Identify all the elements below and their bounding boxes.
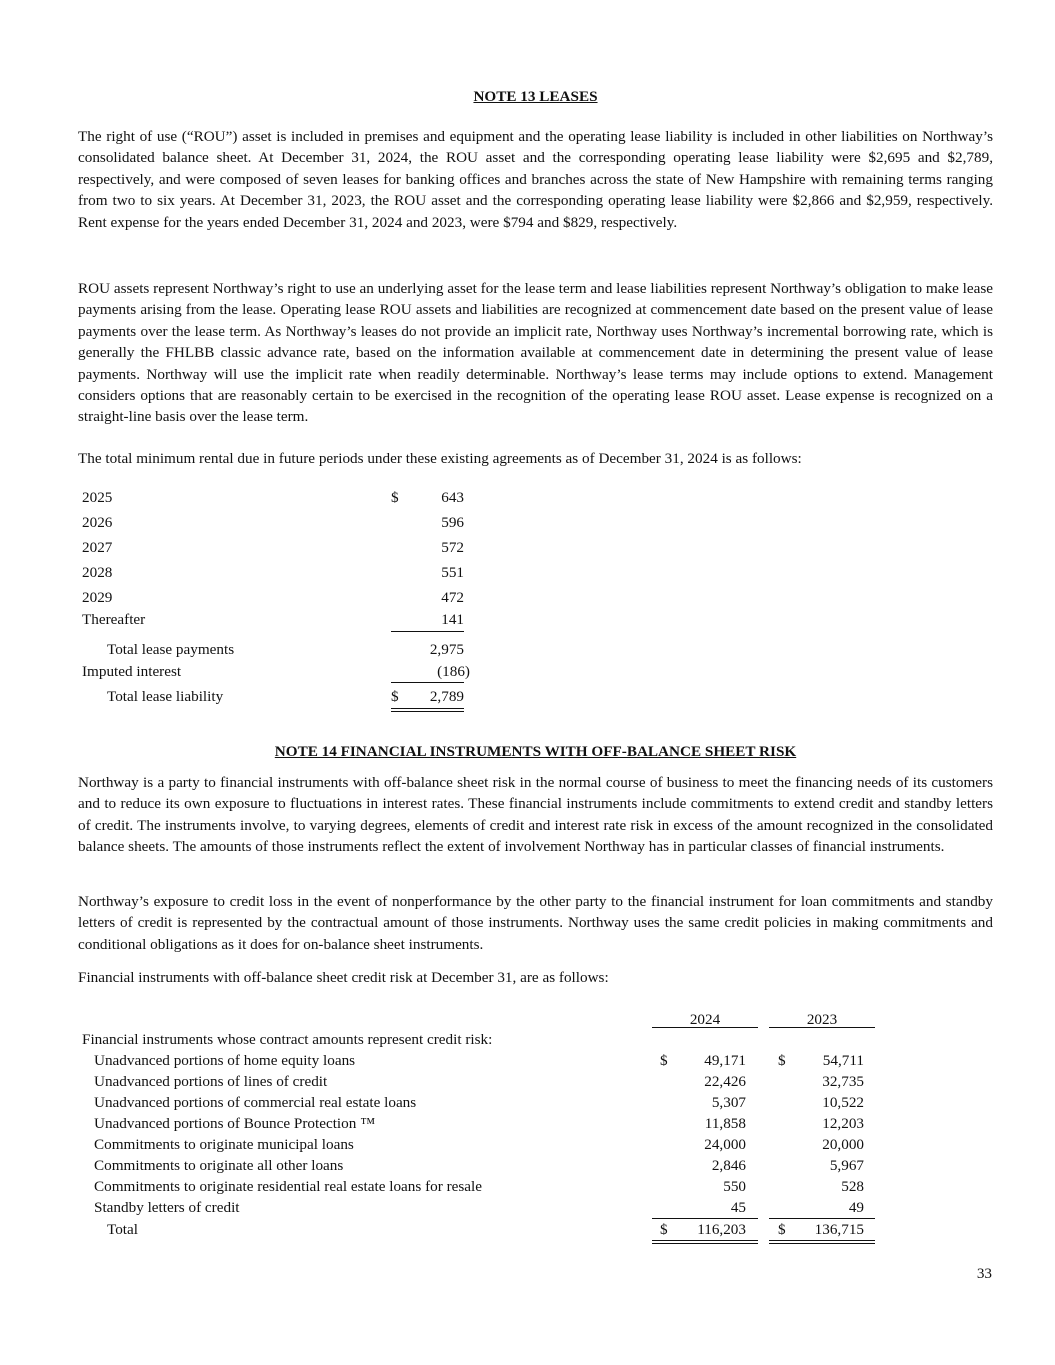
fi-row-label: Unadvanced portions of commercial real estate loans [94,1094,417,1111]
fi-row-value-2023: 32,735 [822,1073,864,1090]
fi-row-label: Commitments to originate municipal loans [94,1136,354,1153]
fi-row-value-2023: 20,000 [822,1136,864,1153]
fi-total-label: Total [107,1221,138,1238]
fi-row-value-2023: 10,522 [822,1094,864,1111]
lease-row-label: 2029 [82,589,113,606]
subtotal-rule [391,682,464,683]
total-double-rule-2024 [652,1240,758,1244]
lease-row-value: 643 [441,489,464,506]
lease-row-value: 596 [441,514,464,531]
column-header-rule-2023 [769,1027,875,1028]
fi-row-label: Commitments to originate all other loans [94,1157,344,1174]
fi-row-value-2024: 5,307 [711,1094,746,1111]
page-number: 33 [976,1265,992,1282]
total-double-rule [391,708,464,712]
lease-row-label: Thereafter [82,611,146,628]
fi-row-label: Unadvanced portions of Bounce Protection ™ [94,1115,376,1132]
fi-total-value-2024: 116,203 [697,1221,746,1238]
lease-row-value: 551 [441,564,464,581]
lease-row-currency: $ [391,688,399,705]
fi-row-value-2024: 550 [723,1178,746,1195]
column-header-2023: 2023 [806,1011,838,1028]
lease-row-value: 572 [441,539,464,556]
fi-row-value-2024: 24,000 [704,1136,746,1153]
lease-row-value: 2,789 [429,688,464,705]
column-header-2024: 2024 [689,1011,721,1028]
lease-row-label: Total lease liability [107,688,224,705]
note14-paragraph-2: Northway’s exposure to credit loss in the event of nonperformance by the other party to the financial instrument for loan commitments and standby letters of credit is represented by the contractual amount of those instruments. Northway uses the same credit policies in making commitments and conditional obligations as it does for on-balance sheet instruments. [78,893,993,953]
lease-row-label: 2028 [82,564,113,581]
lease-row-value: 2,975 [429,641,464,658]
lease-row-currency: $ [391,489,399,506]
note13-paragraph-3: The total minimum rental due in future periods under these existing agreements as of December 31, 2024 is as follows: [78,450,802,467]
financial-instruments-table [82,1008,882,1248]
column-header-rule-2024 [652,1027,758,1028]
fi-total-currency-2023: $ [778,1221,786,1238]
fi-total-currency-2024: $ [660,1221,668,1238]
fi-row-value-2023: 528 [841,1178,864,1195]
fi-row-value-2024: 45 [730,1199,746,1216]
lease-row-label: 2027 [82,539,113,556]
note13-paragraph-1: The right of use (“ROU”) asset is included in premises and equipment and the operating lease liability is included in other liabilities on Northway’s consolidated balance sheet. At December 31, 2024, the ROU asset and the corresponding operating lease liability were $2,695 and $2,789, respectively, and were composed of seven leases for banking offices and branches across the state of New Hampshire with remaining terms ranging from two to six years. At December 31, 2023, the ROU asset and the corresponding operating lease liability were $2,866 and $2,959, respectively. Rent expense for the years ended December 31, 2024 and 2023, were $794 and $829, respectively. [78,128,993,231]
note14-paragraph-1: Northway is a party to financial instruments with off-balance sheet risk in the normal course of business to meet the financing needs of its customers and to reduce its own exposure to fluctuations in interest rates. These financial instruments include commitments to extend credit and standby letters of credit. The instruments involve, to varying degrees, elements of credit and interest rate risk in excess of the amount recognized in the consolidated balance sheets. The amounts of those instruments reflect the extent of involvement Northway has in particular classes of financial instruments. [78,774,993,856]
fi-total-value-2023: 136,715 [814,1221,864,1238]
lease-row-value: 141 [441,611,464,628]
total-double-rule-2023 [769,1240,875,1244]
fi-row-currency-2023: $ [778,1052,786,1069]
note13-paragraph-2: ROU assets represent Northway’s right to use an underlying asset for the lease term and lease liabilities represent Northway’s obligation to make lease payments arising from the lease. Operating lease ROU assets and liabilities are recognized at commencement date based on the present value of lease payments over the lease term. As Northway’s leases do not provide an implicit rate, Northway uses Northway’s incremental borrowing rate, which is generally the FHLBB classic advance rate, based on the information available at commencement date in determining the present value of lease payments. Northway will use the implicit rate when readily determinable. Northway’s lease terms may include options to extend. Management considers options that are reasonably certain to be exercised in the recognition of the operating lease ROU asset. Lease expense is recognized on a straight-line basis over the lease term. [78,280,993,426]
lease-row-label: Imputed interest [82,663,182,680]
lease-row-label: 2026 [82,514,113,531]
fi-row-value-2023: 54,711 [822,1052,864,1069]
lease-row-value: 472 [441,589,464,606]
lease-payments-table [82,488,482,718]
fi-row-label: Unadvanced portions of lines of credit [94,1073,328,1090]
lease-row-value: (186) [437,663,470,680]
fi-row-value-2024: 11,858 [704,1115,746,1132]
fi-row-value-2023: 49 [848,1199,864,1216]
lease-row-label: 2025 [82,489,113,506]
subtotal-rule [391,631,464,632]
subtotal-rule-2024 [652,1218,758,1219]
fi-row-value-2023: 5,967 [829,1157,864,1174]
fi-row-value-2023: 12,203 [822,1115,864,1132]
fi-row-label: Unadvanced portions of home equity loans [94,1052,356,1069]
subtotal-rule-2023 [769,1218,875,1219]
note14-paragraph-3: Financial instruments with off-balance sheet credit risk at December 31, are as follows: [78,969,609,986]
lease-row-label: Total lease payments [107,641,235,658]
fi-row-value-2024: 2,846 [711,1157,746,1174]
fi-row-label: Standby letters of credit [94,1199,240,1216]
fi-row-value-2024: 49,171 [704,1052,746,1069]
note14-title: NOTE 14 FINANCIAL INSTRUMENTS WITH OFF-BALANCE SHEET RISK [274,743,797,760]
note13-title: NOTE 13 LEASES [473,88,598,105]
section-label: Financial instruments whose contract amounts represent credit risk: [82,1031,493,1048]
fi-row-value-2024: 22,426 [704,1073,746,1090]
fi-row-label: Commitments to originate residential real estate loans for resale [94,1178,483,1195]
fi-row-currency-2024: $ [660,1052,668,1069]
